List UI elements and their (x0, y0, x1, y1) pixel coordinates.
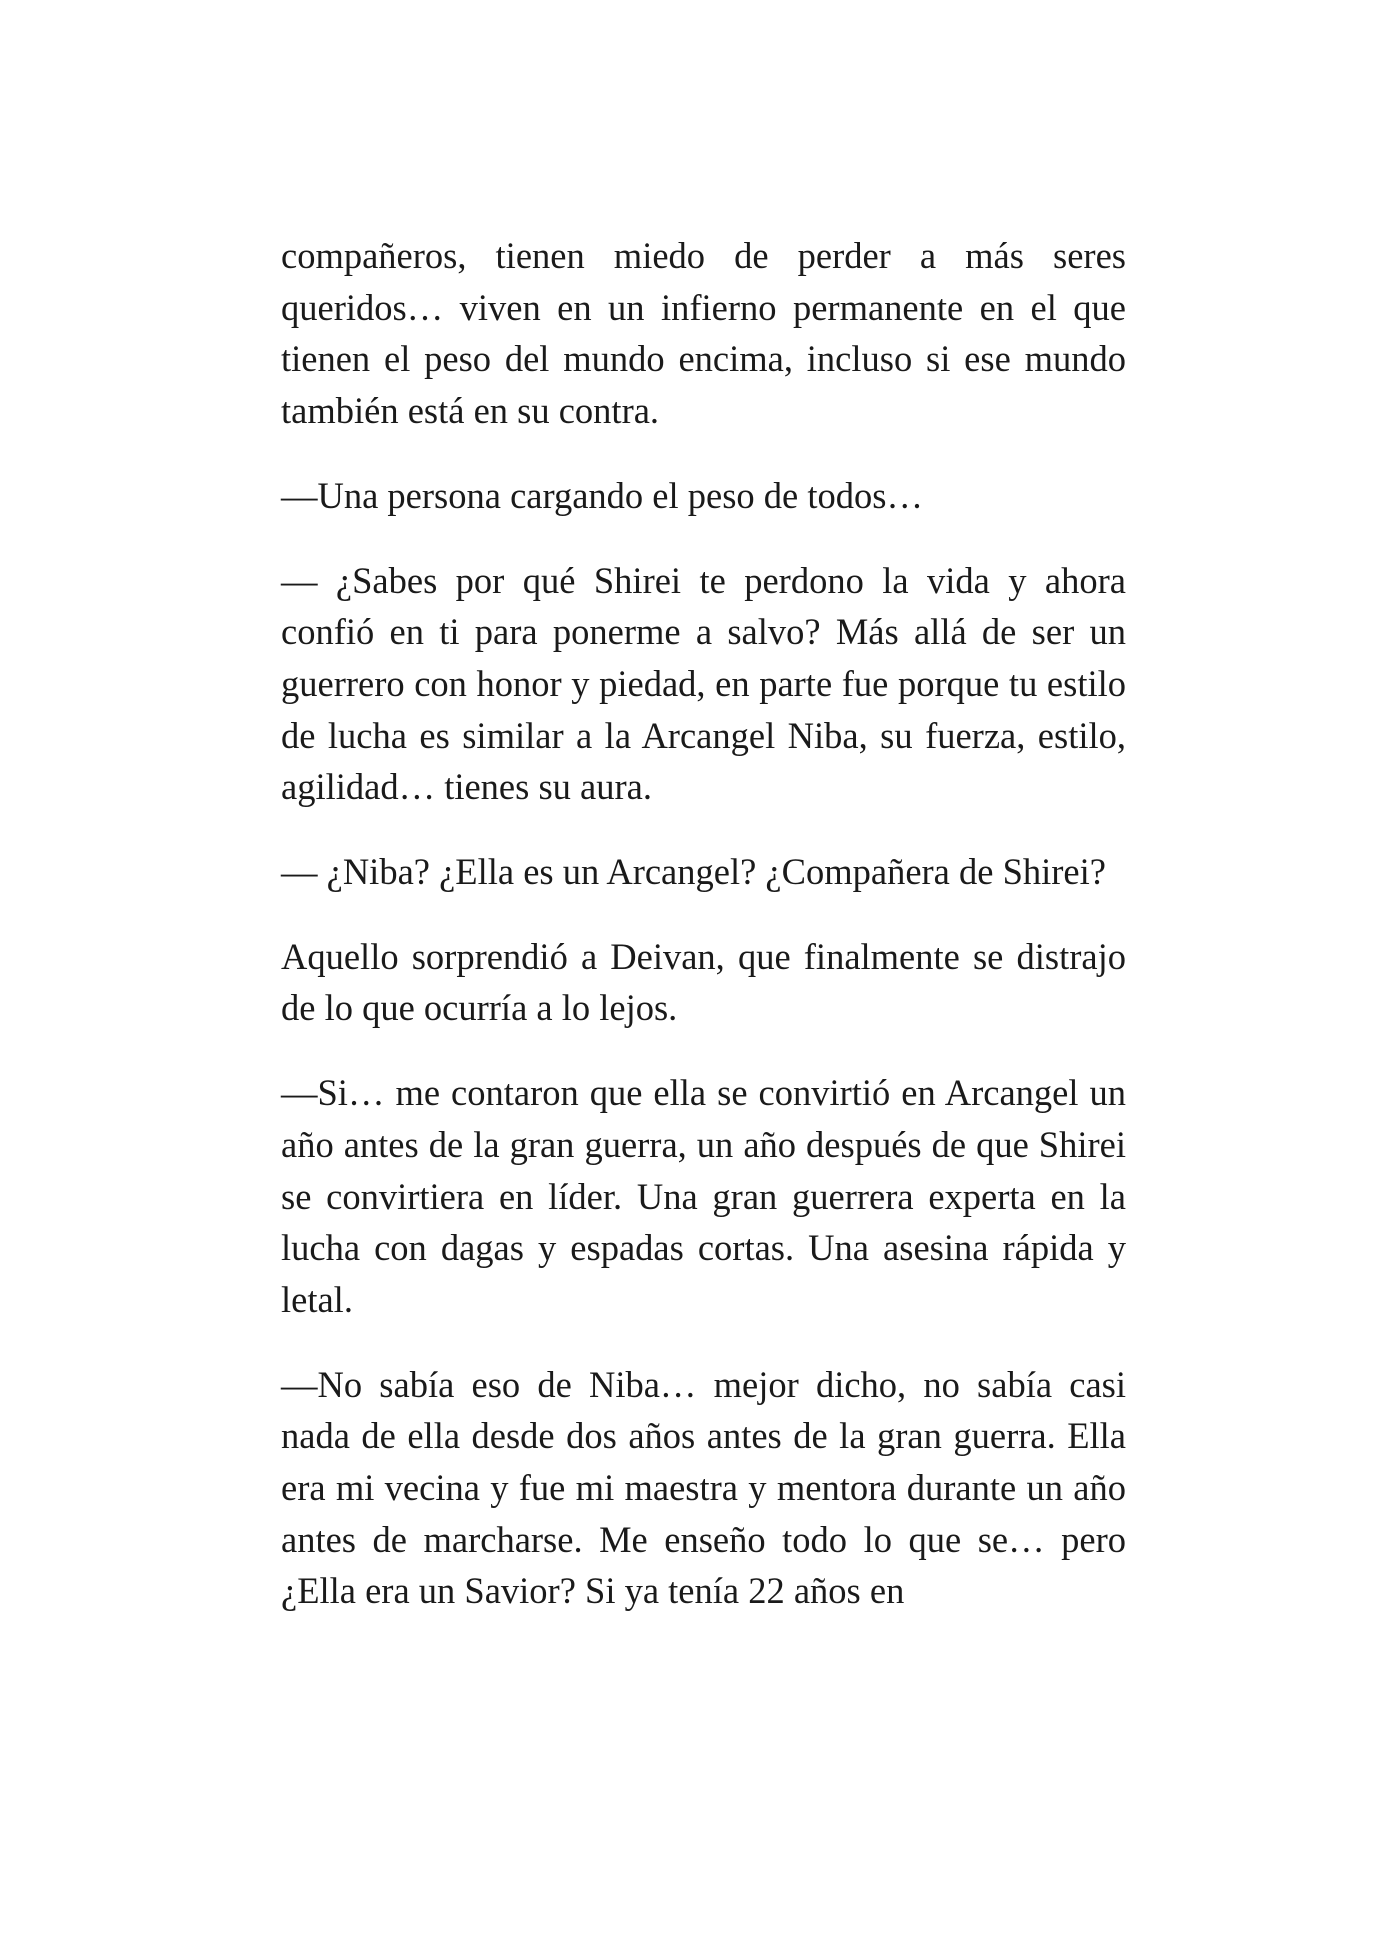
paragraph: —Una persona cargando el peso de todos… (281, 474, 923, 516)
paragraph: compañeros, tienen miedo de perder a más seres queridos… viven en un infierno permanente en el que tienen el peso del mundo encima, incluso si ese mundo también está en su contra. (281, 235, 1126, 432)
paragraph: —Si… me contaron que ella se convirtió en Arcangel un año antes de la gran guerra, un año después de que Shirei se convirtiera en líder. Una gran guerrera experta en la lucha con dagas y espadas cortas. Una asesina rápida y letal. (281, 1072, 1126, 1320)
page-body-text (281, 230, 1126, 1617)
paragraph: — ¿Niba? ¿Ella es un Arcangel? ¿Compañera de Shirei? (281, 851, 1106, 893)
paragraph: —No sabía eso de Niba… mejor dicho, no sabía casi nada de ella desde dos años antes de la gran guerra. Ella era mi vecina y fue mi maestra y mentora durante un año antes de marcharse. Me enseño todo lo que se… pero ¿Ella era un Savior? Si ya tenía 22 años en (281, 1363, 1126, 1612)
paragraph: — ¿Sabes por qué Shirei te perdono la vida y ahora confió en ti para ponerme a salvo? Más allá de ser un guerrero con honor y piedad, en parte fue porque tu estilo de lucha es similar a la Arcangel Niba, su fuerza, estilo, agilidad… tienes su aura. (281, 559, 1126, 808)
paragraph: Aquello sorprendió a Deivan, que finalmente se distrajo de lo que ocurría a lo lejos. (281, 935, 1126, 1029)
